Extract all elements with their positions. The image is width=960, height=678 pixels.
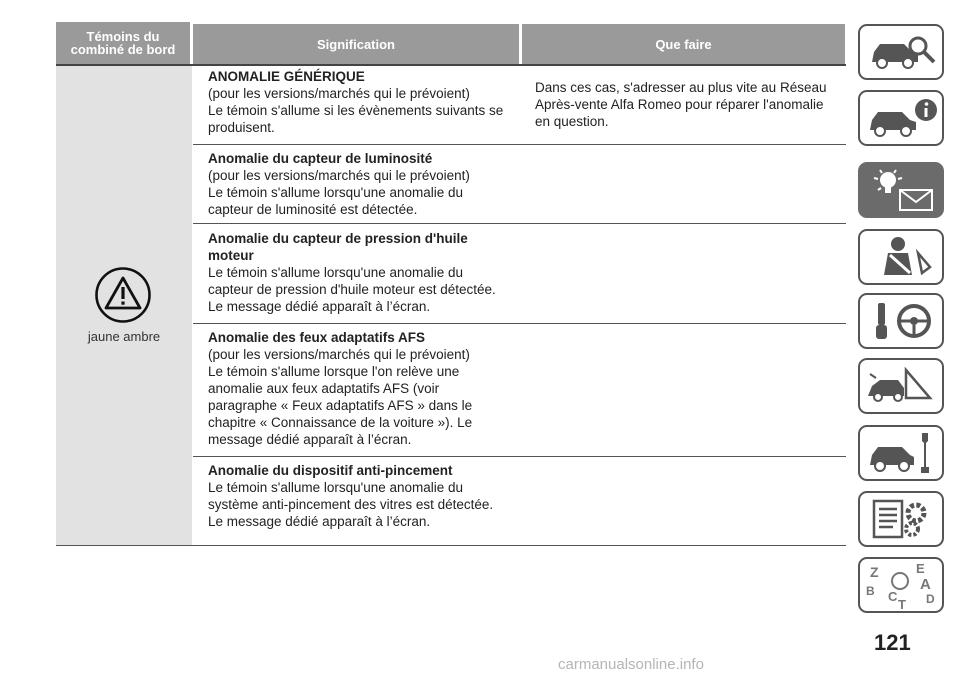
- meaning-cell-oil-pressure: [208, 230, 518, 315]
- cell-text: (pour les versions/marchés qui le prévoient): [208, 168, 470, 183]
- cell-title: Anomalie du dispositif anti-pincement: [208, 463, 453, 478]
- chapter-tab-specifications[interactable]: [858, 491, 944, 547]
- car-search-icon: [860, 26, 942, 78]
- action-cell: [535, 79, 845, 130]
- specifications-gear-icon: [860, 493, 942, 545]
- index-letter: D: [926, 592, 935, 606]
- chapter-tab-warning-lights[interactable]: [858, 162, 944, 218]
- row-separator: [193, 144, 846, 145]
- action-text: Dans ces cas, s'adresser au plus vite au Réseau: [535, 80, 827, 95]
- cell-text: chapitre « Connaissance de la voiture »). Le: [208, 415, 473, 430]
- cell-text: (pour les versions/marchés qui le prévoient): [208, 86, 470, 101]
- row-separator: [193, 323, 846, 324]
- header-indicator-line1: Témoins du: [86, 29, 160, 44]
- meaning-cell-anti-pinch: [208, 462, 518, 530]
- cell-text: Le message dédié apparaît à l’écran.: [208, 299, 431, 314]
- chapter-tab-car-search[interactable]: [858, 24, 944, 80]
- alphabetical-index-icon: [860, 559, 942, 611]
- row-separator: [193, 223, 846, 224]
- cell-text: capteur de luminosité est détectée.: [208, 202, 418, 217]
- cell-text: Le témoin s'allume lorsqu'une anomalie du: [208, 480, 464, 495]
- cell-text: paragraphe « Feux adaptatifs AFS » dans le: [208, 398, 473, 413]
- cell-title: ANOMALIE GÉNÉRIQUE: [208, 69, 365, 84]
- meaning-cell-light-sensor: [208, 150, 518, 218]
- key-steering-wheel-icon: [860, 295, 942, 347]
- chapter-tab-starting-driving[interactable]: [858, 293, 944, 349]
- cell-title: Anomalie du capteur de luminosité: [208, 151, 433, 166]
- index-letter: T: [898, 597, 906, 611]
- cell-text: capteur de pression d'huile moteur est détectée.: [208, 282, 496, 297]
- page-number: 121: [874, 630, 911, 655]
- cell-title: moteur: [208, 248, 254, 263]
- index-letter: Z: [870, 564, 879, 580]
- chapter-tab-index[interactable]: [858, 557, 944, 613]
- cell-text: Le témoin s'allume lorsqu'une anomalie du: [208, 265, 464, 280]
- cell-title: Anomalie du capteur de pression d'huile: [208, 231, 468, 246]
- header-indicator: [56, 22, 190, 64]
- car-accident-icon: [860, 360, 942, 412]
- cell-text: Le message dédié apparaît à l’écran.: [208, 514, 431, 529]
- cell-text: produisent.: [208, 120, 275, 135]
- cell-text: Le témoin s'allume lorsque l'on relève une: [208, 364, 460, 379]
- chapter-tab-maintenance[interactable]: [858, 425, 944, 481]
- airbag-seatbelt-icon: [860, 231, 942, 283]
- indicator-color-label: jaune ambre: [87, 329, 161, 344]
- header-indicator-line2: combiné de bord: [70, 42, 176, 57]
- action-text: en question.: [535, 114, 609, 129]
- cell-text: message dédié apparaît à l’écran.: [208, 432, 412, 447]
- meaning-cell-generic: [208, 68, 518, 136]
- index-letter: C: [888, 589, 898, 604]
- warning-light-message-icon: [860, 164, 942, 216]
- car-maintenance-icon: [860, 427, 942, 479]
- meaning-cell-afs: [208, 329, 518, 448]
- cell-title: Anomalie des feux adaptatifs AFS: [208, 330, 426, 345]
- table-bottom-rule: [56, 545, 846, 546]
- chapter-tab-safety[interactable]: [858, 229, 944, 285]
- header-action: Que faire: [522, 24, 845, 64]
- cell-text: Le témoin s'allume lorsqu'une anomalie du: [208, 185, 464, 200]
- index-letter: B: [866, 584, 875, 598]
- cell-text: système anti-pincement des vitres est détectée.: [208, 497, 494, 512]
- index-letter: E: [916, 561, 925, 576]
- watermark: carmanualsonline.info: [558, 656, 704, 673]
- chapter-tab-car-info[interactable]: [858, 90, 944, 146]
- chapter-tab-emergency[interactable]: [858, 358, 944, 414]
- cell-text: (pour les versions/marchés qui le prévoient): [208, 347, 470, 362]
- header-meaning: Signification: [193, 24, 519, 64]
- warning-triangle-icon: [94, 266, 152, 324]
- index-letter: A: [920, 576, 931, 593]
- cell-text: Le témoin s'allume si les évènements suivants se: [208, 103, 504, 118]
- row-separator: [193, 456, 846, 457]
- car-info-icon: [860, 92, 942, 144]
- cell-text: anomalie aux feux adaptatifs AFS (voir: [208, 381, 440, 396]
- action-text: Après-vente Alfa Romeo pour réparer l'anomalie: [535, 97, 824, 112]
